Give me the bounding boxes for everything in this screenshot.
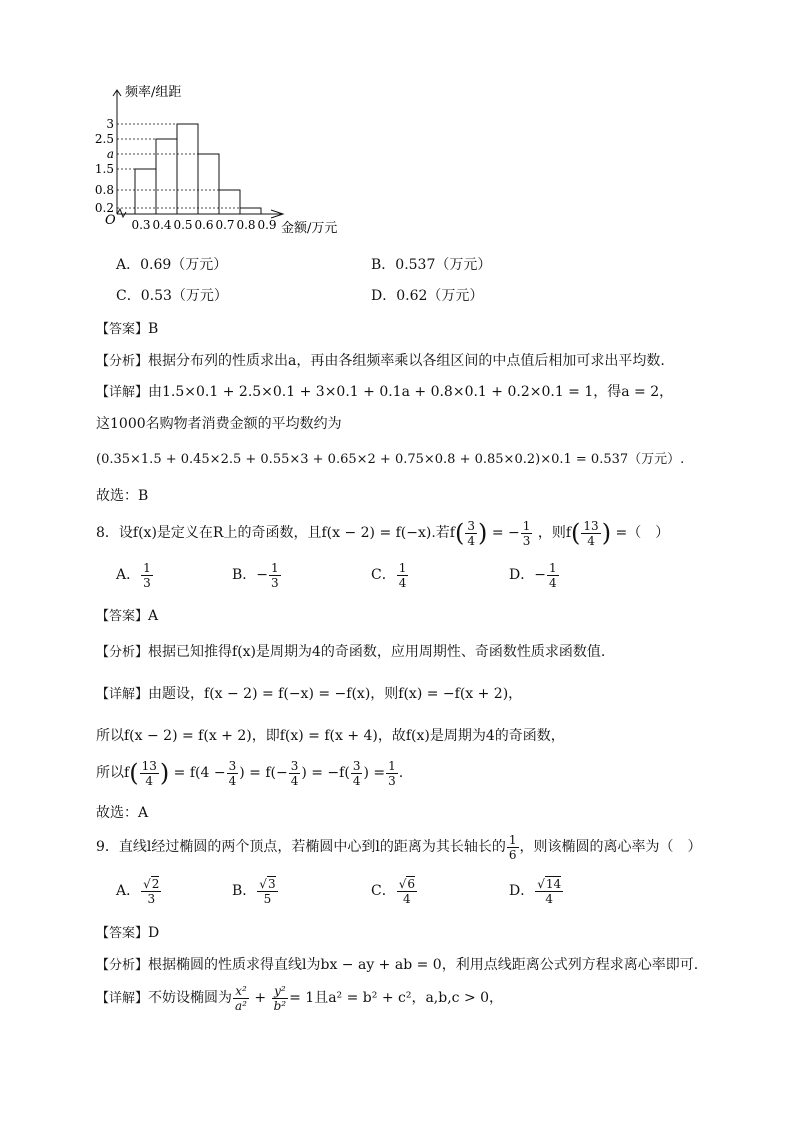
q9-stem-part2: ，则该椭圆的离心率为（ ） [519,839,702,855]
frac-den: 4 [403,892,411,906]
frac-den: a² [235,998,247,1013]
frac-den: 3 [522,533,531,548]
q9-option-a: A． $\frac{√2}{3}$ [116,877,160,906]
q8-detail-line-3: 所以f( $\frac{13}{4}$ ) = f(4 − $\frac{3}{4}$ ) = f(− $\frac{3}{4}$ ) = −f( $\frac{3}{4}$ ) = $\frac{1}{3}$ . [96,758,404,788]
frac-num: 1 [143,560,151,575]
q7-option-a: A．0.69（万元） [116,257,228,273]
q7-option-c: C．0.53（万元） [116,288,228,304]
frac-num: x² [233,984,249,999]
axis-break [117,209,126,217]
answer-tag: 【答案】 [96,322,149,337]
origin-label: O [105,213,116,228]
q8-option-a [116,558,154,592]
y-axis-title: 频率/组距 [125,85,182,100]
frac-num: 3 [352,758,361,773]
answer-tag: 【答案】 [96,609,149,624]
x-tick-label: 0.8 [236,218,256,232]
q8-choose: 故选：A [96,805,149,821]
frac-den: b² [273,998,287,1013]
histogram-bar [198,154,219,214]
frac-den: 4 [545,892,554,906]
frac-num: 1 [522,518,531,533]
option-label: A． [116,567,141,583]
frac-num: 3 [290,758,299,773]
frac-den: 3 [271,575,279,590]
option-label: D． [509,883,535,899]
q8-stem-part4: =（ ） [615,525,670,541]
q9-analysis [96,954,698,974]
histogram-svg [95,82,365,242]
y-tick-label: a [106,147,114,161]
q9-detail-line-1: 【详解】不妨设椭圆为 $\frac{\text{x²}}{\text{a²}}$ + $\frac{\text{y²}}{\text{b²}}$ = 1且a² = b² + c²，a,b,c > 0， [96,983,504,1013]
frac-den: 4 [587,533,595,548]
x-axis-title: 金额/万元 [281,221,338,236]
frac-num: 1 [548,560,557,575]
answer-tag: 【答案】 [96,926,149,941]
q8-option-d [509,558,560,592]
frac-den: 4 [228,773,237,788]
detail-part: 不妨设椭圆为 [148,990,233,1006]
analysis-tag: 【分析】 [96,354,149,369]
q9-stem [96,830,702,864]
analysis-tag: 【分析】 [96,958,149,973]
y-tick-label: 3 [106,117,114,131]
frac-num: 3 [228,758,237,773]
option-label: A． [116,883,141,899]
detail-part: ) = f(− [239,765,288,781]
x-tick-label: 0.5 [173,218,193,232]
q9-option-c: C． $\frac{√6}{4}$ [371,877,416,906]
q9-option-b: B． $\frac{√3}{5}$ [232,877,276,906]
analysis-text: 根据分布列的性质求出a，再由各组频率乘以各组区间的中点值后相加可求出平均数. [148,353,665,369]
detail-part: 所以f [96,765,130,781]
q7-option-b: B．0.537（万元） [371,257,492,273]
q8-detail-line-1 [96,683,522,703]
frac-den: 5 [263,892,272,906]
frac-num: 1 [398,560,407,575]
q8-detail-line-2: 所以f(x − 2) = f(x + 2)，即f(x) = f(x + 4)，故f(x)是周期为4的奇函数， [96,728,565,744]
q8-option-b [232,558,282,592]
y-tick-label: 1.5 [95,162,114,176]
y-tick-label: 0.2 [95,201,114,215]
detail-tag: 【详解】 [96,687,149,702]
q7-choose: 故选：B [96,488,149,504]
q7-detail-line-2: 这1000名购物者消费金额的平均数约为 [96,416,342,432]
histogram-bar [135,169,156,214]
answer-value: D [148,925,160,941]
q8-analysis [96,641,605,661]
detail-part: = f(4 − [173,765,226,781]
detail-text: 由1.5×0.1 + 2.5×0.1 + 3×0.1 + 0.1a + 0.8×0.1 + 0.2×0.1 = 1，得a = 2， [148,384,674,400]
x-tick-label: 0.9 [257,218,277,232]
x-tick-label: 0.7 [215,218,235,232]
x-tick-label: 0.4 [152,218,172,232]
frac-num: 13 [583,518,599,533]
q8-stem: 8．设f(x)是定义在R上的奇函数，且f(x − 2) = f(−x).若f( $\frac{3}{4}$ ) = − $\frac{1}{3}$ ，则f( $\frac{13}{4}$ ) =（ ） [96,518,670,548]
histogram-bar [240,208,261,214]
frac-num: 3 [467,518,475,533]
q7-analysis [96,350,665,370]
x-tick-label: 0.6 [194,218,214,232]
analysis-text: 根据椭圆的性质求得直线l为bx − ay + ab = 0，利用点线距离公式列方程求离心率即可. [148,957,699,973]
option-label: C． [371,567,396,583]
radicand: 3 [267,877,276,891]
answer-value: B [148,321,159,337]
frac-den: 3 [143,575,151,590]
frac-den: 4 [467,533,475,548]
frac-den: 4 [548,575,557,590]
x-tick-label: 0.3 [131,218,151,232]
q9-option-d: D． $\frac{√14}{4}$ [509,877,562,906]
frac-den: 4 [398,575,407,590]
frac-den: 3 [388,773,396,788]
frac-den: 3 [147,892,156,906]
frac-den: 6 [508,847,517,862]
q9-answer [96,922,159,941]
frac-den: 4 [145,773,154,788]
frac-num: 1 [388,758,396,773]
detail-tag: 【详解】 [96,991,149,1006]
y-tick-label: 2.5 [95,132,114,146]
frac-num: y² [272,984,289,999]
detail-tag: 【详解】 [96,385,149,400]
q8-stem-part2: = − [491,525,520,541]
radicand: 2 [151,877,160,891]
frequency-histogram [95,82,365,242]
option-label: C． [371,883,396,899]
option-label: B． [232,883,257,899]
answer-value: A [148,608,159,624]
frac-num: 1 [271,560,279,575]
histogram-bar [156,139,177,214]
q8-answer [96,605,158,624]
q9-stem-part1: 9．直线l经过椭圆的两个顶点，若椭圆中心到l的距离为其长轴长的 [96,839,506,855]
q8-option-c [371,558,409,592]
analysis-text: 根据已知推得f(x)是周期为4的奇函数，应用周期性、奇函数性质求函数值. [148,644,606,660]
frac-den: 4 [352,773,361,788]
y-tick-label: 0.8 [95,183,114,197]
radicand: 6 [407,877,416,891]
frac-num: 13 [141,758,157,773]
q7-answer [96,318,158,337]
q7-detail-line-3: (0.35×1.5 + 0.45×2.5 + 0.55×3 + 0.65×2 + 0.75×0.8 + 0.85×0.2)×0.1 = 0.537（万元）. [96,452,685,467]
detail-part: = 1且a² = b² + c²，a,b,c > 0， [289,990,504,1006]
frac-den: 4 [290,773,299,788]
detail-part: ) = −f( [301,765,350,781]
q8-stem-part1: 8．设f(x)是定义在R上的奇函数，且f(x − 2) = f(−x).若f [96,525,455,541]
histogram-bar [177,124,198,214]
q8-stem-part3: ，则f [537,525,572,541]
q7-option-d: D．0.62（万元） [371,288,484,304]
option-label: B．− [232,567,269,583]
q7-detail-line-1 [96,381,673,401]
histogram-bar [219,190,240,214]
frac-num: 1 [508,832,517,847]
option-label: D．− [509,567,546,583]
analysis-tag: 【分析】 [96,645,149,660]
detail-text: 由题设，f(x − 2) = f(−x) = −f(x)，则f(x) = −f(x + 2)， [148,686,523,702]
radicand: 14 [545,877,562,891]
detail-part: ) = [363,765,386,781]
